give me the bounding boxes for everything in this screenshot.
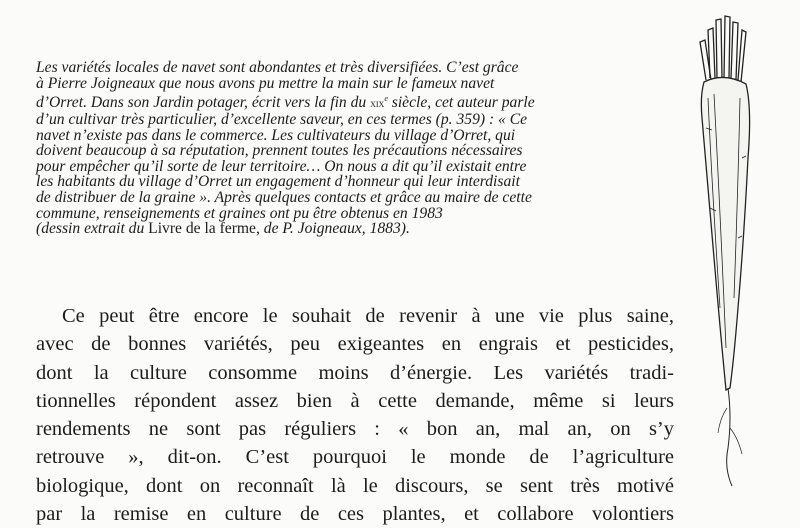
caption-line: doivent beaucoup à sa réputation, prennent toutes les précautions nécessaires [36,142,523,160]
body-line: rendements ne sont pas réguliers : « bon an, mal an, on s’y [36,418,674,441]
body-line: Ce peut être encore le souhait de revenir à une vie plus saine, [62,305,674,327]
caption-line: de distribuer de la graine ». Après quelques contacts et grâce au maire de cette [36,188,532,206]
caption-text: siècle, cet auteur parle [387,94,535,112]
caption-line: pour empêcher qu’il sorte de leur territoire… On nous a dit qu’il existait entre [36,157,527,175]
body-line: tionnelles répondent assez bien à cette demande, même si leurs [36,389,674,412]
caption-text: de P. Joigneaux, 1883). [259,220,410,238]
caption-text: d’Orret. Dans son Jardin potager, écrit vers la fin du [36,94,371,112]
turnip-illustration [680,8,790,488]
century-numeral: xix [370,96,385,111]
caption-line: d’un cultivar très particulier, d’excellente saveur, en ces termes (p. 359) : « Ce [36,110,528,128]
body-paragraph [36,302,674,528]
turnip-taproot [727,388,732,486]
body-line: par la remise en culture de ces plantes, et collabore volontiers [36,503,674,526]
caption-line: à Pierre Joigneaux que nous avons pu mettre la main sur le fameux navet [36,74,495,92]
body-line: biologique, dont on reconnaît là le discours, se sent très motivé [36,474,674,497]
caption-line: les habitants du village d’Orret un engagement d’honneur qui leur interdisait [36,173,520,191]
book-title: Livre de la ferme, [148,220,260,238]
superscript: e [384,94,388,104]
caption-line [36,221,676,237]
caption-line: Les variétés locales de navet sont abondantes et très diversifiées. C’est grâce [36,59,519,76]
caption-line: commune, renseignements et graines ont pu être obtenus en 1983 [36,204,443,222]
caption-text: (dessin extrait du [36,220,149,238]
body-line: retrouve », dit-on. C’est pourquoi le monde de l’agriculture [36,446,674,469]
turnip-leaf-stubs [700,16,746,82]
caption-line: navet n’existe pas dans le commerce. Les cultivateurs du village d’Orret, qui [36,126,516,144]
caption-line [36,91,676,112]
body-line: avec de bonnes variétés, peu exigeantes en engrais et pesticides, [36,333,674,356]
body-line: dont la culture consomme moins d’énergie. Les variétés tradi- [36,361,674,384]
figure-caption [36,60,676,237]
